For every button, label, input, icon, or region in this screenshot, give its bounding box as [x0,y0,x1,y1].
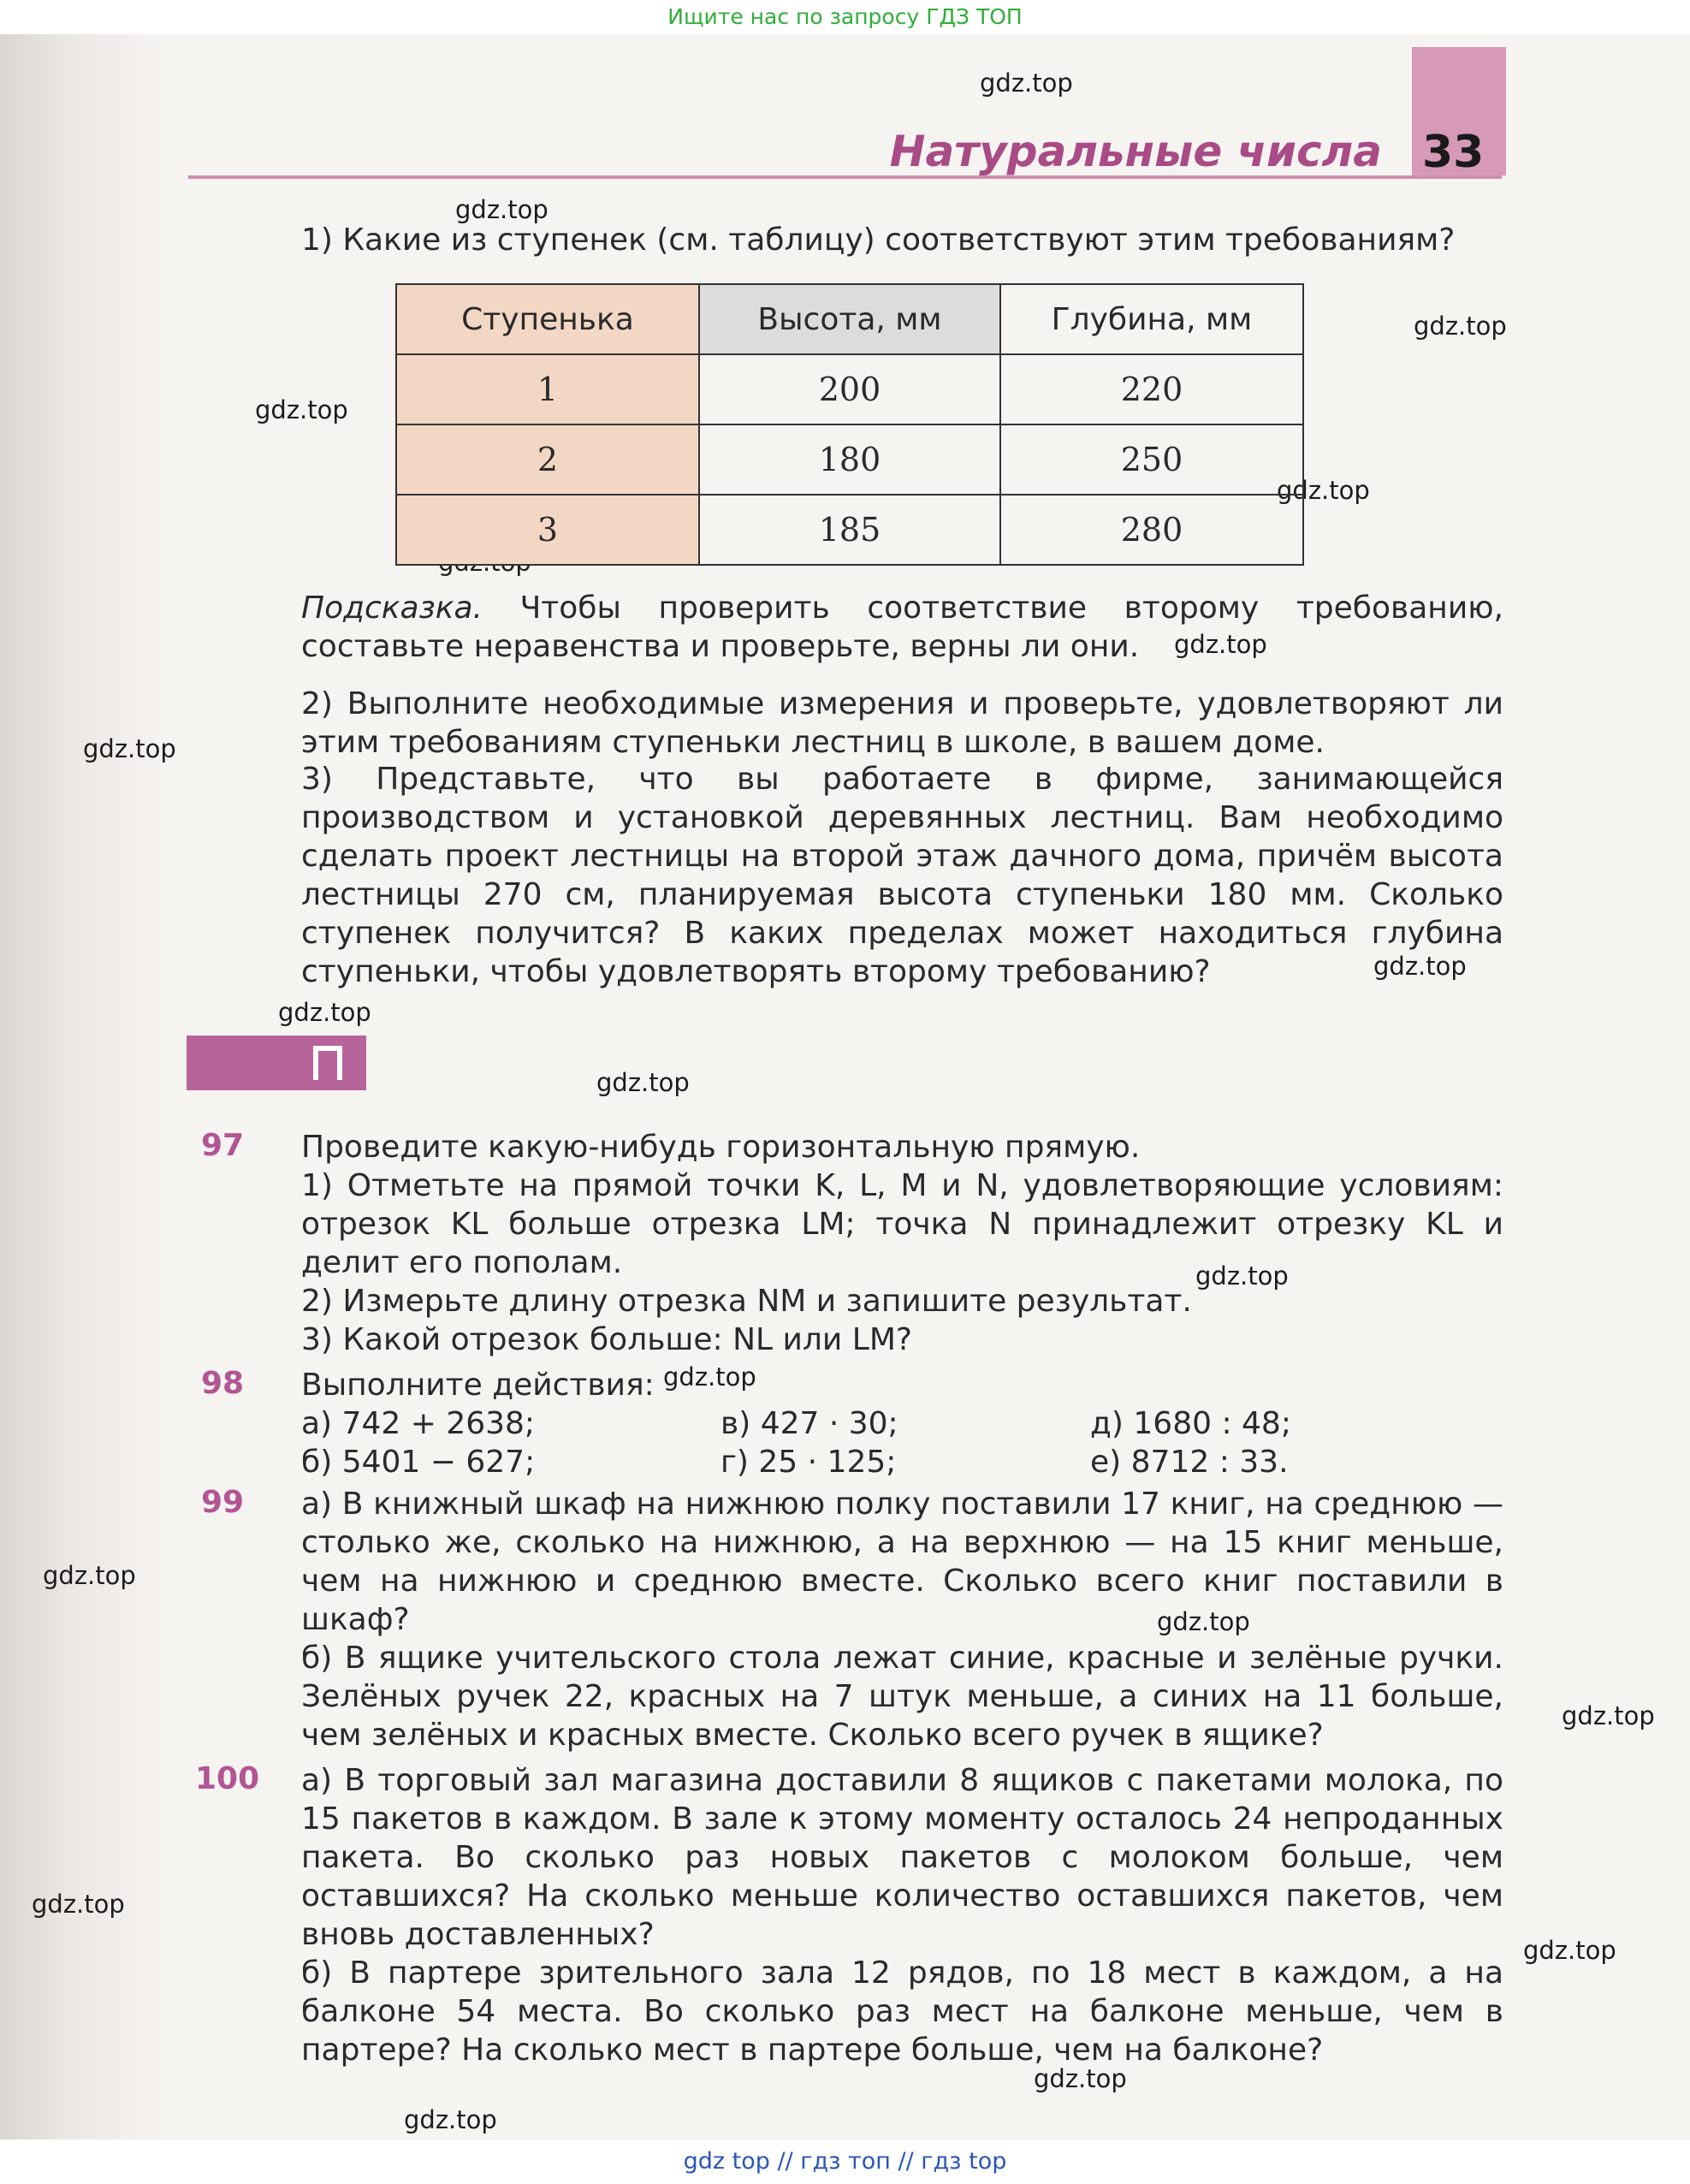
watermark: gdz.top [1562,1701,1655,1730]
table-cell: 200 [699,354,1000,424]
table-cell: 185 [699,495,1000,565]
watermark: gdz.top [404,2105,497,2134]
exercise-100-a: а) В торговый зал магазина доставили 8 ящиков с пакетами молока, по 15 пакетов в каждом. В зале к этому моменту осталось 24 непроданных пакета. Во сколько раз новых пакетов с молоком больше, чем оставшихся? На сколько меньше количество оставшихся пакетов, чем вновь доставленных? [301,1763,1503,1952]
watermark: gdz.top [1277,476,1370,505]
exercise-98-b: б) 5401 − 627; [301,1445,536,1480]
table-cell: 1 [396,354,699,424]
hint-label: Подсказка. [301,591,483,626]
watermark: gdz.top [1373,952,1467,981]
table-header: Глубина, мм [1000,284,1303,354]
table-cell: 3 [396,495,699,565]
item-2 [301,685,1503,762]
exercise-97-part3: 3) Какой отрезок больше: NL или LM? [301,1322,912,1357]
exercise-98-e: е) 8712 : 33. [1090,1445,1289,1480]
watermark: gdz.top [43,1561,136,1590]
exercise-97-part1: 1) Отметьте на прямой точки K, L, M и N, удовлетворяющие условиям: отрезок KL больше отрезка LM; точка N принадлежит отрезку KL и делит его пополам. [301,1168,1503,1280]
table-row [396,424,1303,495]
bottom-banner[interactable]: gdz top // гдз топ // гдз top [0,2139,1690,2184]
exercise-99 [301,1485,1503,1754]
exercise-97-intro: Проведите какую-нибудь горизонтальную прямую. [301,1130,1141,1165]
watermark: gdz.top [83,734,176,763]
table-cell: 250 [1000,424,1303,495]
task-question: 1) Какие из ступенек (см. таблицу) соответствуют этим требованиям? [301,223,1456,258]
item-2-text: 2) Выполните необходимые измерения и проверьте, удовлетворяют ли этим требованиям ступеньки лестниц в школе, в вашем доме. [301,686,1503,760]
watermark: gdz.top [1174,630,1267,659]
watermark: gdz.top [663,1362,756,1392]
watermark: gdz.top [1034,2064,1127,2093]
table-cell: 180 [699,424,1000,495]
exercise-97 [301,1128,1503,1359]
hint-text: Чтобы проверить соответствие второму требованию, составьте неравенства и проверьте, верны ли они. [301,591,1503,664]
exercise-number: 99 [201,1485,245,1520]
table-row [396,354,1303,424]
task-intro [301,221,1503,259]
top-banner[interactable]: Ищите нас по запросу ГДЗ ТОП [0,0,1690,34]
watermark: gdz.top [1523,1936,1616,1965]
exercise-98-d: д) 1680 : 48; [1090,1406,1291,1441]
table-cell: 280 [1000,495,1303,565]
table-cell: 220 [1000,354,1303,424]
item-3 [301,760,1503,991]
watermark: gdz.top [1195,1261,1289,1291]
exercise-98-intro [301,1366,1503,1404]
exercise-number: 98 [201,1366,245,1401]
watermark: gdz.top [1414,312,1507,341]
exercise-number: 97 [201,1128,245,1163]
exercise-98-a: а) 742 + 2638; [301,1406,536,1441]
table-header: Ступенька [396,284,699,354]
item-3-text: 3) Представьте, что вы работаете в фирме, занимающейся производством и установкой деревянных лестниц. Вам необходимо сделать проект лестницы на второй этаж дачного дома, причём высота лестницы 270 см, планируемая высота ступеньки 180 мм. Сколько ступенек получится? В каких пределах может находиться глубина ступеньки, чтобы удовлетворять второму требованию? [301,762,1503,989]
exercise-99-a: а) В книжный шкаф на нижнюю полку поставили 17 книг, на среднюю — столько же, сколько на нижнюю, а на верхнюю — на 15 книг меньше, чем на нижнюю и среднюю вместе. Сколько всего книг поставили в шкаф? [301,1487,1503,1637]
chapter-title: Натуральные числа [889,127,1382,176]
watermark: gdz.top [278,998,371,1027]
watermark: gdz.top [980,68,1073,98]
watermark: gdz.top [255,395,348,424]
page-number: 33 [1422,127,1485,178]
table-header: Высота, мм [699,284,1000,354]
section-badge-icon [313,1046,342,1080]
watermark: gdz.top [596,1068,690,1097]
table-cell: 2 [396,424,699,495]
section-badge-label [0,0,1,1]
exercise-99-b: б) В ящике учительского стола лежат синие, красные и зелёные ручки. Зелёных ручек 22, красных на 7 штук меньше, а синих на 11 больше, чем зелёных и красных вместе. Сколько всего ручек в ящике? [301,1641,1503,1753]
steps-table [395,283,1304,566]
exercise-number: 100 [195,1761,260,1796]
watermark: gdz.top [1157,1607,1250,1636]
hint [301,589,1503,666]
watermark: gdz.top [455,195,549,224]
exercise-98-v: в) 427 · 30; [720,1406,898,1441]
exercise-100-b: б) В партере зрительного зала 12 рядов, по 18 мест в каждом, а на балконе 54 места. Во сколько раз мест на балконе меньше, чем в партере? На сколько мест в партере больше, чем на балконе? [301,1956,1503,2068]
exercise-98-g: г) 25 · 125; [720,1445,897,1480]
watermark: gdz.top [32,1890,125,1919]
exercise-98-intro-text: Выполните действия: [301,1368,655,1403]
table-row [396,495,1303,565]
exercise-97-part2: 2) Измерьте длину отрезка NM и запишите результат. [301,1284,1192,1319]
hint-block [301,589,1503,666]
exercise-100 [301,1761,1503,2069]
table-header-row [396,284,1303,354]
page-edge-shadow [0,0,171,2184]
